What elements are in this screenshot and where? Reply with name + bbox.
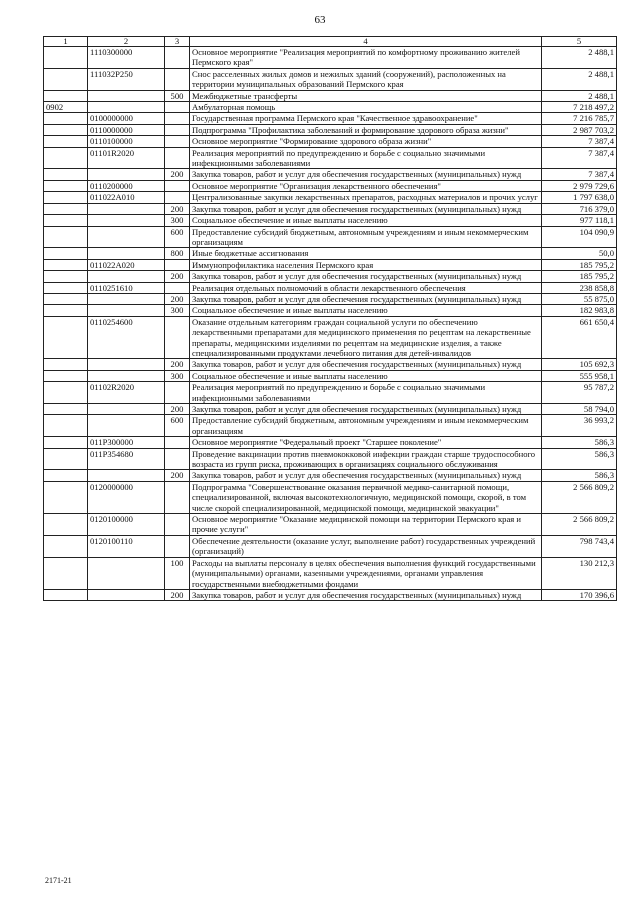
target-article-cell: [88, 370, 165, 381]
amount-cell: 555 958,1: [542, 370, 617, 381]
expense-type-cell: [165, 448, 190, 470]
document-code: 2171-21: [45, 876, 72, 885]
expense-type-cell: [165, 514, 190, 536]
section-code-cell: [44, 47, 88, 69]
amount-cell: 7 216 785,7: [542, 113, 617, 124]
amount-cell: 185 795,2: [542, 271, 617, 282]
section-code-cell: [44, 448, 88, 470]
amount-cell: 661 650,4: [542, 316, 617, 359]
description-cell: Закупка товаров, работ и услуг для обеспечения государственных (муниципальных) нужд: [190, 470, 542, 481]
target-article-cell: [88, 415, 165, 437]
description-cell: Основное мероприятие "Реализация мероприятий по комфортному проживанию жителей Пермского края": [190, 47, 542, 69]
section-code-cell: [44, 90, 88, 101]
table-row: [44, 316, 617, 359]
target-article-cell: [88, 215, 165, 226]
description-cell: Расходы на выплаты персоналу в целях обеспечения выполнения функций государственными (муниципальными) органами, казенными учреждениями, органами управления государственными внебюджетными фондами: [190, 557, 542, 589]
description-cell: Иные бюджетные ассигнования: [190, 248, 542, 259]
description-cell: Закупка товаров, работ и услуг для обеспечения государственных (муниципальных) нужд: [190, 404, 542, 415]
description-cell: Оказание отдельным категориям граждан социальной услуги по обеспечению лекарственными препаратами для медицинского применения по рецептам на лекарственные препараты, медицинскими изделиями по рецептам на медицинские изделия, а также специализированными продуктами лечебного питания для детей-инвалидов: [190, 316, 542, 359]
section-code-cell: [44, 514, 88, 536]
section-code-cell: [44, 192, 88, 203]
target-article-cell: 011P354680: [88, 448, 165, 470]
amount-cell: 2 979 729,6: [542, 180, 617, 191]
target-article-cell: 011P300000: [88, 437, 165, 448]
target-article-cell: 0120100110: [88, 535, 165, 557]
description-cell: Основное мероприятие "Оказание медицинской помощи на территории Пермского края и прочие услуги": [190, 514, 542, 536]
section-code-cell: [44, 370, 88, 381]
description-cell: Закупка товаров, работ и услуг для обеспечения государственных (муниципальных) нужд: [190, 589, 542, 600]
section-code-cell: [44, 359, 88, 370]
table-row: [44, 589, 617, 600]
target-article-cell: [88, 203, 165, 214]
expense-type-cell: [165, 124, 190, 135]
table-row: [44, 514, 617, 536]
target-article-cell: [88, 271, 165, 282]
description-cell: Закупка товаров, работ и услуг для обеспечения государственных (муниципальных) нужд: [190, 293, 542, 304]
section-code-cell: [44, 248, 88, 259]
column-header: 1: [44, 37, 88, 47]
table-row: [44, 404, 617, 415]
table-row: [44, 47, 617, 69]
target-article-cell: 011022А010: [88, 192, 165, 203]
table-row: [44, 305, 617, 316]
section-code-cell: [44, 470, 88, 481]
description-cell: Социальное обеспечение и иные выплаты населению: [190, 215, 542, 226]
amount-cell: 238 858,8: [542, 282, 617, 293]
expense-type-cell: [165, 68, 190, 90]
section-code-cell: [44, 271, 88, 282]
section-code-cell: [44, 226, 88, 248]
table-row: [44, 102, 617, 113]
amount-cell: 1 797 638,0: [542, 192, 617, 203]
amount-cell: 586,3: [542, 448, 617, 470]
description-cell: Социальное обеспечение и иные выплаты населению: [190, 305, 542, 316]
expense-type-cell: 200: [165, 404, 190, 415]
section-code-cell: [44, 481, 88, 513]
description-cell: Государственная программа Пермского края "Качественное здравоохранение": [190, 113, 542, 124]
expense-type-cell: 500: [165, 90, 190, 101]
description-cell: Основное мероприятие "Организация лекарственного обеспечения": [190, 180, 542, 191]
table-row: [44, 147, 617, 169]
section-code-cell: [44, 382, 88, 404]
amount-cell: 170 396,6: [542, 589, 617, 600]
target-article-cell: [88, 359, 165, 370]
expense-type-cell: [165, 535, 190, 557]
section-code-cell: [44, 113, 88, 124]
table-row: [44, 282, 617, 293]
column-header: 4: [190, 37, 542, 47]
expense-type-cell: 300: [165, 215, 190, 226]
table-row: [44, 203, 617, 214]
table-row: [44, 169, 617, 180]
target-article-cell: [88, 557, 165, 589]
section-code-cell: [44, 203, 88, 214]
table-row: [44, 557, 617, 589]
target-article-cell: [88, 589, 165, 600]
target-article-cell: 0110100000: [88, 136, 165, 147]
description-cell: Амбулаторная помощь: [190, 102, 542, 113]
amount-cell: 185 795,2: [542, 259, 617, 270]
description-cell: Межбюджетные трансферты: [190, 90, 542, 101]
amount-cell: 58 794,0: [542, 404, 617, 415]
table-row: [44, 535, 617, 557]
table-row: [44, 359, 617, 370]
target-article-cell: [88, 293, 165, 304]
description-cell: Снос расселенных жилых домов и нежилых зданий (сооружений), расположенных на территории муниципальных образований Пермского края: [190, 68, 542, 90]
amount-cell: 2 566 809,2: [542, 514, 617, 536]
table-row: [44, 192, 617, 203]
expense-type-cell: 200: [165, 271, 190, 282]
section-code-cell: [44, 215, 88, 226]
description-cell: Проведение вакцинации против пневмококковой инфекции граждан старше трудоспособного возраста из групп риска, проживающих в организациях социального обслуживания: [190, 448, 542, 470]
expense-type-cell: 300: [165, 370, 190, 381]
table-row: [44, 481, 617, 513]
description-cell: Централизованные закупки лекарственных препаратов, расходных материалов и прочих услуг: [190, 192, 542, 203]
table-row: [44, 180, 617, 191]
expense-type-cell: 200: [165, 169, 190, 180]
section-code-cell: [44, 136, 88, 147]
table-row: [44, 90, 617, 101]
section-code-cell: [44, 404, 88, 415]
section-code-cell: [44, 282, 88, 293]
expense-type-cell: 200: [165, 470, 190, 481]
target-article-cell: [88, 102, 165, 113]
target-article-cell: 011022А020: [88, 259, 165, 270]
expense-type-cell: [165, 192, 190, 203]
amount-cell: 586,3: [542, 470, 617, 481]
section-code-cell: [44, 415, 88, 437]
expense-type-cell: 100: [165, 557, 190, 589]
expense-type-cell: 200: [165, 203, 190, 214]
table-row: [44, 271, 617, 282]
section-code-cell: [44, 180, 88, 191]
amount-cell: 105 692,3: [542, 359, 617, 370]
table-row: [44, 448, 617, 470]
description-cell: Социальное обеспечение и иные выплаты населению: [190, 370, 542, 381]
target-article-cell: [88, 226, 165, 248]
page-number: 63: [314, 14, 326, 26]
section-code-cell: 0902: [44, 102, 88, 113]
description-cell: Предоставление субсидий бюджетным, автономным учреждениям и иным некоммерческим организациям: [190, 415, 542, 437]
target-article-cell: [88, 248, 165, 259]
expense-type-cell: 600: [165, 415, 190, 437]
target-article-cell: 0110251610: [88, 282, 165, 293]
target-article-cell: 0110000000: [88, 124, 165, 135]
section-code-cell: [44, 293, 88, 304]
expense-type-cell: 200: [165, 589, 190, 600]
amount-cell: 2 488,1: [542, 47, 617, 69]
target-article-cell: 01102R2020: [88, 382, 165, 404]
amount-cell: 182 983,8: [542, 305, 617, 316]
section-code-cell: [44, 147, 88, 169]
amount-cell: 50,0: [542, 248, 617, 259]
table-row: [44, 259, 617, 270]
expense-type-cell: 600: [165, 226, 190, 248]
description-cell: Реализация мероприятий по предупреждению и борьбе с социально значимыми инфекционными заболеваниями: [190, 147, 542, 169]
expense-type-cell: 200: [165, 359, 190, 370]
expense-type-cell: 300: [165, 305, 190, 316]
target-article-cell: [88, 305, 165, 316]
description-cell: Основное мероприятие "Формирование здорового образа жизни": [190, 136, 542, 147]
description-cell: Реализация мероприятий по предупреждению и борьбе с социально значимыми инфекционными заболеваниями: [190, 382, 542, 404]
table-row: [44, 68, 617, 90]
column-header: 3: [165, 37, 190, 47]
column-header: 2: [88, 37, 165, 47]
section-code-cell: [44, 316, 88, 359]
target-article-cell: 0110254600: [88, 316, 165, 359]
column-header: 5: [542, 37, 617, 47]
amount-cell: 36 993,2: [542, 415, 617, 437]
table-row: [44, 470, 617, 481]
target-article-cell: [88, 169, 165, 180]
table-row: [44, 226, 617, 248]
section-code-cell: [44, 68, 88, 90]
amount-cell: 2 488,1: [542, 90, 617, 101]
section-code-cell: [44, 169, 88, 180]
amount-cell: 7 218 497,2: [542, 102, 617, 113]
expense-type-cell: [165, 147, 190, 169]
table-row: [44, 415, 617, 437]
expense-type-cell: [165, 437, 190, 448]
target-article-cell: 111032P250: [88, 68, 165, 90]
description-cell: Закупка товаров, работ и услуг для обеспечения государственных (муниципальных) нужд: [190, 359, 542, 370]
description-cell: Подпрограмма "Профилактика заболеваний и формирование здорового образа жизни": [190, 124, 542, 135]
description-cell: Предоставление субсидий бюджетным, автономным учреждениям и иным некоммерческим организациям: [190, 226, 542, 248]
amount-cell: 716 379,0: [542, 203, 617, 214]
amount-cell: 95 787,2: [542, 382, 617, 404]
table-row: [44, 437, 617, 448]
table-row: [44, 113, 617, 124]
amount-cell: 2 488,1: [542, 68, 617, 90]
amount-cell: 2 566 809,2: [542, 481, 617, 513]
section-code-cell: [44, 437, 88, 448]
expense-type-cell: [165, 282, 190, 293]
expense-type-cell: [165, 102, 190, 113]
column-number-row: [44, 37, 617, 47]
description-cell: Обеспечение деятельности (оказание услуг, выполнение работ) государственных учреждений (организаций): [190, 535, 542, 557]
amount-cell: 977 118,1: [542, 215, 617, 226]
expense-type-cell: [165, 136, 190, 147]
section-code-cell: [44, 305, 88, 316]
expense-type-cell: 200: [165, 293, 190, 304]
amount-cell: 798 743,4: [542, 535, 617, 557]
table-row: [44, 124, 617, 135]
target-article-cell: [88, 470, 165, 481]
target-article-cell: 01101R2020: [88, 147, 165, 169]
section-code-cell: [44, 535, 88, 557]
description-cell: Закупка товаров, работ и услуг для обеспечения государственных (муниципальных) нужд: [190, 271, 542, 282]
description-cell: Закупка товаров, работ и услуг для обеспечения государственных (муниципальных) нужд: [190, 169, 542, 180]
target-article-cell: 0120100000: [88, 514, 165, 536]
target-article-cell: 0120000000: [88, 481, 165, 513]
target-article-cell: 1110300000: [88, 47, 165, 69]
amount-cell: 55 875,0: [542, 293, 617, 304]
table-body: [44, 47, 617, 601]
expense-type-cell: [165, 481, 190, 513]
amount-cell: 7 387,4: [542, 147, 617, 169]
target-article-cell: [88, 90, 165, 101]
table-row: [44, 215, 617, 226]
section-code-cell: [44, 557, 88, 589]
description-cell: Закупка товаров, работ и услуг для обеспечения государственных (муниципальных) нужд: [190, 203, 542, 214]
amount-cell: 104 090,9: [542, 226, 617, 248]
expense-type-cell: 800: [165, 248, 190, 259]
expense-type-cell: [165, 180, 190, 191]
table-row: [44, 293, 617, 304]
table-row: [44, 136, 617, 147]
expense-type-cell: [165, 113, 190, 124]
target-article-cell: 0110200000: [88, 180, 165, 191]
expense-type-cell: [165, 259, 190, 270]
amount-cell: 586,3: [542, 437, 617, 448]
section-code-cell: [44, 259, 88, 270]
description-cell: Подпрограмма "Совершенствование оказания первичной медико-санитарной помощи, специализированной, включая высокотехнологичную, медицинской помощи, скорой, в том числе скорой специализированной, медицинской помощи, медицинской эвакуации": [190, 481, 542, 513]
section-code-cell: [44, 124, 88, 135]
amount-cell: 2 987 703,2: [542, 124, 617, 135]
table-row: [44, 248, 617, 259]
amount-cell: 7 387,4: [542, 136, 617, 147]
table-row: [44, 382, 617, 404]
description-cell: Иммунопрофилактика населения Пермского края: [190, 259, 542, 270]
amount-cell: 130 212,3: [542, 557, 617, 589]
table-row: [44, 370, 617, 381]
amount-cell: 7 387,4: [542, 169, 617, 180]
target-article-cell: 0100000000: [88, 113, 165, 124]
expense-type-cell: [165, 382, 190, 404]
description-cell: Реализация отдельных полномочий в области лекарственного обеспечения: [190, 282, 542, 293]
target-article-cell: [88, 404, 165, 415]
description-cell: Основное мероприятие "Федеральный проект "Старшее поколение": [190, 437, 542, 448]
budget-table: [43, 36, 617, 601]
expense-type-cell: [165, 316, 190, 359]
expense-type-cell: [165, 47, 190, 69]
section-code-cell: [44, 589, 88, 600]
